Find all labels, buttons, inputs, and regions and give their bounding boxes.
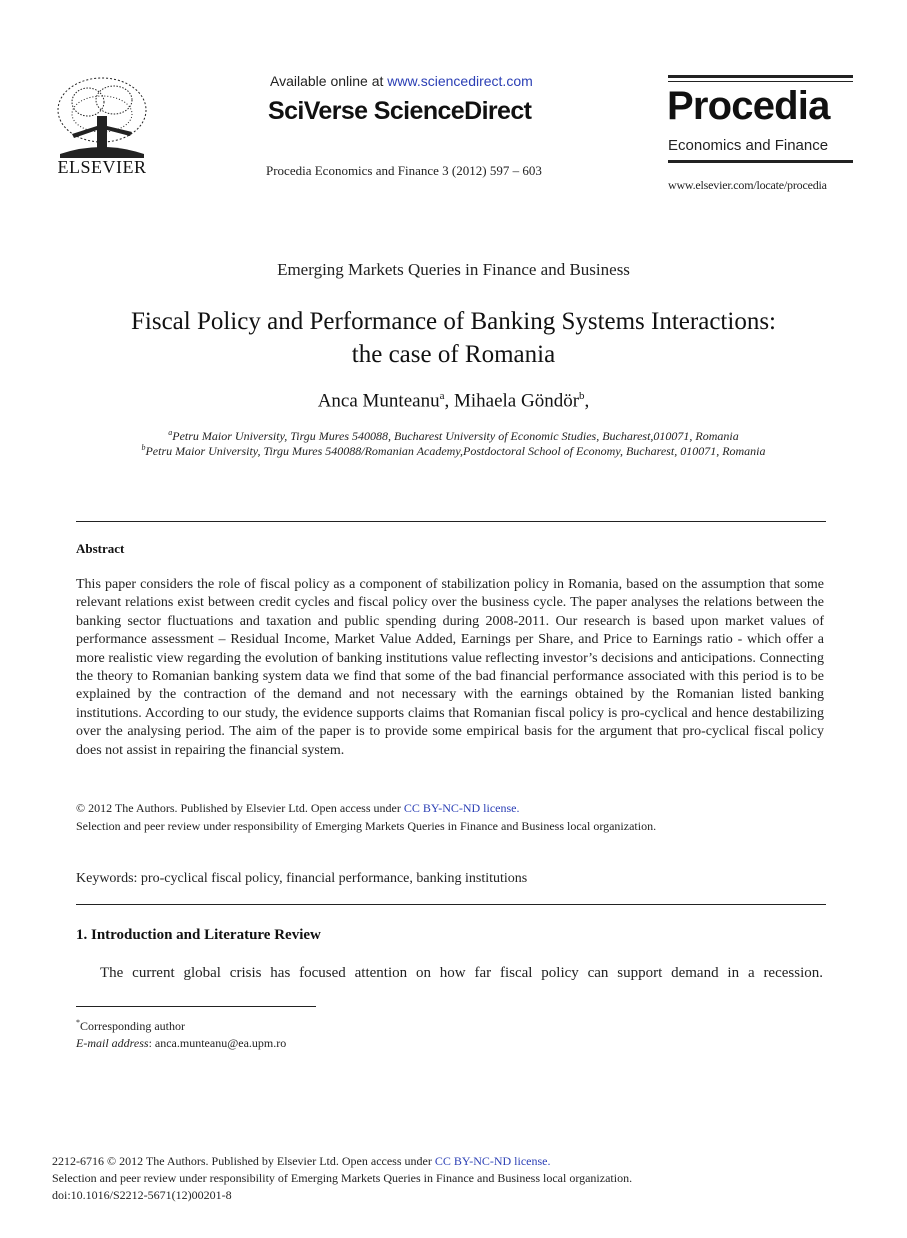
- peer-review-notice: Selection and peer review under responsibility of Emerging Markets Queries in Finance and Business local organization.: [76, 819, 657, 833]
- footer-peer-review: Selection and peer review under responsibility of Emerging Markets Queries in Finance and Business local organization.: [52, 1171, 633, 1185]
- section-divider: [76, 904, 826, 905]
- license-link[interactable]: CC BY-NC-ND license.: [434, 1154, 551, 1168]
- author-name: Mihaela Göndör: [453, 390, 580, 412]
- abstract-heading: Abstract: [76, 541, 125, 556]
- issn-text: 2212-6716 © 2012 The Authors. Published by Elsevier Ltd. Open access under: [52, 1154, 435, 1168]
- sciencedirect-link[interactable]: www.sciencedirect.com: [387, 73, 533, 89]
- affiliation-marker: a: [168, 428, 173, 437]
- doi: doi:10.1016/S2212-5671(12)00201-8: [52, 1188, 232, 1202]
- conference-name: Emerging Markets Queries in Finance and Business: [277, 260, 630, 279]
- abstract-text: This paper considers the role of fiscal policy as a component of stabilization policy in Romania, based on the assumption that some relevant relations exist between credit cycles and fiscal policy over the business cycle. The paper analyses the relations between the banking sector fluctuations and taxation and public spending during 2008-2011. Our research is based upon market values of performance assessment – Residual Income, Market Value Added, Earnings per Share, and Price to Earnings ratio - which offer a more realistic view regarding the evolution of banking institutions value reflecting investor’s decisions and anticipations. Connecting the theory to Romanian banking system data we find that some of the bad financial performance associated with this period is to be explained by the contraction of the demand and not necessary with the earnings obtained by the Romanian listed banking institutions. According to our study, the evidence supports claims that Romanian fiscal policy is pro-cyclical and hence destabilizing over the analysing period. The aim of the paper is to provide some empirical basis for the argument that pro-cyclical fiscal policy does not assist in repairing the financial system.: [76, 577, 824, 758]
- license-link[interactable]: CC BY-NC-ND license.: [403, 801, 520, 815]
- email-value: : anca.munteanu@ea.upm.ro: [148, 1036, 287, 1050]
- affiliation-marker: a: [439, 390, 445, 402]
- copyright-notice: [76, 801, 520, 816]
- procedia-rule: [668, 160, 853, 163]
- section-heading: 1. Introduction and Literature Review: [76, 927, 321, 943]
- affiliation-marker: b: [141, 443, 146, 452]
- procedia-logo-subtitle: Economics and Finance: [668, 137, 829, 154]
- footnote-marker: *: [76, 1018, 80, 1027]
- affiliation-a: [0, 428, 907, 444]
- available-prefix: Available online at: [270, 73, 388, 89]
- journal-url: www.elsevier.com/locate/procedia: [668, 178, 827, 192]
- affiliation-text: Petru Maior University, Tirgu Mures 540088, Bucharest University of Economic Studies, Bucharest,010071, Romania: [172, 429, 739, 443]
- author-name: Anca Munteanu: [317, 390, 440, 412]
- journal-reference: Procedia Economics and Finance 3 (2012) 597 – 603: [266, 163, 542, 178]
- affiliation-text: Petru Maior University, Tirgu Mures 540088/Romanian Academy,Postdoctoral School of Economy, Bucharest, 010071, Romania: [145, 444, 766, 458]
- email-label: E-mail address: [76, 1036, 149, 1050]
- keywords: Keywords: pro-cyclical fiscal policy, financial performance, banking institutions: [76, 871, 528, 886]
- sciverse-logo-text: SciVerse ScienceDirect: [268, 97, 532, 125]
- section-divider: [76, 521, 826, 522]
- procedia-rule: [668, 81, 853, 82]
- footnote-divider: [76, 1006, 316, 1007]
- paper-title-line-1: Fiscal Policy and Performance of Banking Systems Interactions:: [130, 308, 776, 335]
- author-separator: ,: [584, 390, 590, 412]
- affiliation-b: [0, 443, 907, 459]
- elsevier-wordmark: ELSEVIER: [57, 157, 147, 177]
- issn-copyright: [52, 1154, 551, 1169]
- procedia-logo-title: Procedia: [667, 84, 830, 128]
- body-paragraph: The current global crisis has focused attention on how far fiscal policy can support demand in a recession.: [100, 965, 823, 981]
- copyright-text: © 2012 The Authors. Published by Elsevier Ltd. Open access under: [76, 801, 404, 815]
- email-note: [76, 1036, 286, 1051]
- paper-title-line-2: the case of Romania: [351, 341, 556, 368]
- author-separator: ,: [444, 390, 454, 412]
- procedia-rule: [668, 75, 853, 78]
- author-list: [0, 390, 907, 412]
- paper-title: [40, 305, 867, 371]
- available-online: [270, 73, 533, 89]
- corresponding-label: Corresponding author: [80, 1019, 185, 1033]
- corresponding-author-note: [76, 1018, 185, 1034]
- affiliation-marker: b: [579, 390, 585, 402]
